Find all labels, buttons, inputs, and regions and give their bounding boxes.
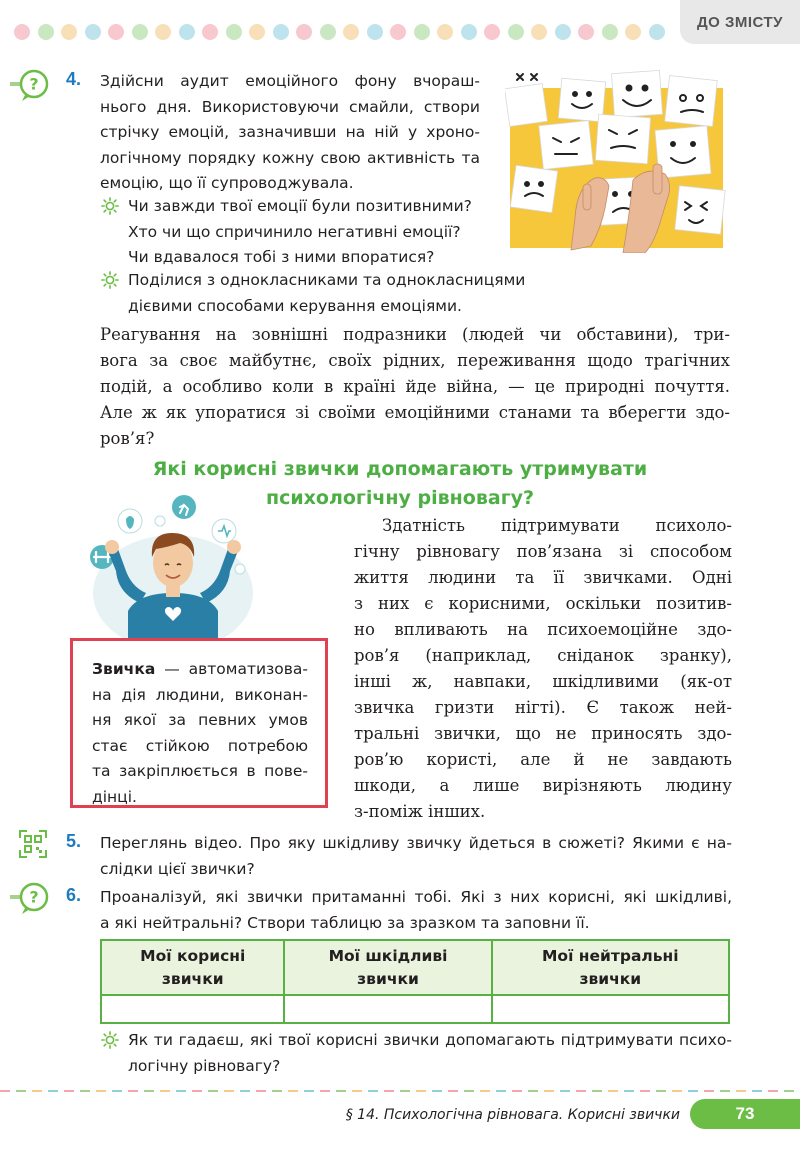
footer-dash-segment <box>432 1090 442 1092</box>
task-4-bullet-1: Чи завжди твої емоції були позитивними? Хто чи що спричинило негативні емоції? Чи вдавалося тобі з ними впоратися? <box>128 197 472 266</box>
footer-dash-segment <box>0 1090 10 1092</box>
decoration-dot <box>343 24 359 40</box>
table-header-neutral: Мої нейтральні звички <box>492 940 729 995</box>
task-4-number: 4. <box>66 69 82 89</box>
footer-section-title: § 14. Психологічна рівновага. Корисні звички <box>345 1107 680 1123</box>
footer-dash-segment <box>96 1090 106 1092</box>
footer-dash-segment <box>704 1090 714 1092</box>
table-cell <box>101 995 284 1023</box>
qr-code-icon[interactable] <box>18 829 48 859</box>
table-cell <box>284 995 491 1023</box>
decoration-dot <box>390 24 406 40</box>
top-dots-decoration <box>0 24 672 44</box>
footer-dash-segment <box>352 1090 362 1092</box>
footer-dash-segment <box>448 1090 458 1092</box>
footer-dash-segment <box>480 1090 490 1092</box>
footer-dash-segment <box>752 1090 762 1092</box>
svg-text:?: ? <box>29 887 39 907</box>
footer-dash-segment <box>784 1090 794 1092</box>
footer-dash-segment <box>592 1090 602 1092</box>
task-4-bullet-2: Поділися з однокласниками та однокласницями дієвими способами керування емоціями. <box>128 271 526 315</box>
footer-dash-segment <box>176 1090 186 1092</box>
emoji-notes-photo <box>505 68 728 253</box>
footer-dash-segment <box>624 1090 634 1092</box>
section-heading: Які корисні звички допомагають утримувати психологічну рівновагу? <box>152 458 648 509</box>
task-6-text: Проаналізуй, які звички притаманні тобі. Які з них корисні, які шкідливі, а які нейтральні? Створи таблицю за зразком та заповни її. <box>100 888 732 932</box>
table-header-harmful: Мої шкідливі звички <box>284 940 491 995</box>
footer-dash-segment <box>112 1090 122 1092</box>
decoration-dot <box>202 24 218 40</box>
footer-dash-segment <box>544 1090 554 1092</box>
footer-dash-segment <box>384 1090 394 1092</box>
decoration-dot <box>226 24 242 40</box>
decoration-dot <box>85 24 101 40</box>
page-number: 73 <box>690 1099 800 1129</box>
habits-paragraph: Здатність підтримувати психоло- гічну рівновагу пов’язана зі способом життя людини та її звичками. Одні з них є корисними, оскільки позитив- но впливають на психоемоційне здо- ров’я (наприклад, сніданок зранку), інші ж, навпаки, шкідливими (як-от звичка гризти нігті). Є також ней- тральні звички, що не приносять здо- ров’ю користі, але й не завдають шкоди, а лише вирізняють людину з-поміж інших. <box>354 516 732 821</box>
footer-dash-segment <box>768 1090 778 1092</box>
table-header-useful: Мої корисні звички <box>101 940 284 995</box>
table-cell <box>492 995 729 1023</box>
footer-dash-segment <box>464 1090 474 1092</box>
footer-dash-segment <box>368 1090 378 1092</box>
footer-dash-segment <box>688 1090 698 1092</box>
footer-dash-segment <box>224 1090 234 1092</box>
decoration-dot <box>649 24 665 40</box>
decoration-dot <box>132 24 148 40</box>
footer-dash-segment <box>144 1090 154 1092</box>
decoration-dot <box>296 24 312 40</box>
footer-dash-segment <box>336 1090 346 1092</box>
footer-dash-segment <box>64 1090 74 1092</box>
task-5-text: Переглянь відео. Про яку шкідливу звичку йдеться в сюжеті? Якими є на- слідки цієї звички? <box>100 834 732 878</box>
decoration-dot <box>625 24 641 40</box>
sun-bullet-icon <box>101 271 119 289</box>
healthy-habits-illustration <box>88 493 258 643</box>
task-5-number: 5. <box>66 831 82 851</box>
sun-bullet-icon <box>101 197 119 215</box>
footer-dash-segment <box>208 1090 218 1092</box>
footer-dash-segment <box>80 1090 90 1092</box>
footer-dash-segment <box>720 1090 730 1092</box>
table-row <box>101 995 729 1023</box>
footer-dash-segment <box>736 1090 746 1092</box>
intro-paragraph: Реагування на зовнішні подразники (людей чи обставини), три- вога за своє майбутнє, своїх рідних, переживання щодо трагічних подій, а особливо коли в країні йде війна, — це природні почуття. Але ж як упоратися зі своїми емоційними станами та вберегти здо- ров’я? <box>100 325 730 448</box>
footer-dash-segment <box>608 1090 618 1092</box>
decoration-dot <box>531 24 547 40</box>
decoration-dot <box>461 24 477 40</box>
footer-dash-segment <box>48 1090 58 1092</box>
decoration-dot <box>602 24 618 40</box>
table-header-row <box>101 940 729 995</box>
footer-dash-segment <box>656 1090 666 1092</box>
decoration-dot <box>484 24 500 40</box>
decoration-dot <box>578 24 594 40</box>
footer-dash-segment <box>304 1090 314 1092</box>
decoration-dot <box>320 24 336 40</box>
toc-link[interactable]: ДО ЗМІСТУ <box>680 0 800 44</box>
footer-dash-segment <box>256 1090 266 1092</box>
decoration-dot <box>38 24 54 40</box>
decoration-dot <box>155 24 171 40</box>
footer-dash-segment <box>512 1090 522 1092</box>
footer-dash-segment <box>320 1090 330 1092</box>
footer-dash-segment <box>160 1090 170 1092</box>
footer-dash-segment <box>416 1090 426 1092</box>
decoration-dot <box>14 24 30 40</box>
definition-term: Звичка <box>92 660 156 678</box>
sun-bullet-icon <box>101 1031 119 1049</box>
footer-dash-segment <box>528 1090 538 1092</box>
footer-dash-segment <box>128 1090 138 1092</box>
footer-dash-segment <box>32 1090 42 1092</box>
decoration-dot <box>273 24 289 40</box>
decoration-dot <box>249 24 265 40</box>
question-icon <box>10 881 50 915</box>
footer-dash-segment <box>288 1090 298 1092</box>
decoration-dot <box>108 24 124 40</box>
definition-box: Звичка — автоматизова- на дія людини, виконан- ня якої за певних умов стає стійкою потребою та закріплюється в пове- дінці. <box>70 638 328 808</box>
footer-dash-segment <box>400 1090 410 1092</box>
footer-dash-segment <box>576 1090 586 1092</box>
decoration-dot <box>367 24 383 40</box>
decoration-dot <box>414 24 430 40</box>
footer-dash-segment <box>672 1090 682 1092</box>
footer-dash-segment <box>640 1090 650 1092</box>
question-icon <box>10 68 50 102</box>
habits-table <box>100 939 730 1024</box>
decoration-dot <box>179 24 195 40</box>
task-6-number: 6. <box>66 885 82 905</box>
task-6-bullet: Як ти гадаєш, які твої корисні звички допомагають підтримувати психо- логічну рівновагу? <box>128 1031 732 1075</box>
decoration-dot <box>437 24 453 40</box>
decoration-dot <box>61 24 77 40</box>
footer-divider <box>0 1090 800 1094</box>
svg-text:?: ? <box>29 74 39 94</box>
decoration-dot <box>555 24 571 40</box>
footer-dash-segment <box>272 1090 282 1092</box>
footer-dash-segment <box>496 1090 506 1092</box>
decoration-dot <box>508 24 524 40</box>
footer-dash-segment <box>240 1090 250 1092</box>
footer-dash-segment <box>16 1090 26 1092</box>
footer-dash-segment <box>560 1090 570 1092</box>
footer-dash-segment <box>192 1090 202 1092</box>
task-4-text: Здійсни аудит емоційного фону вчораш- нього дня. Використовуючи смайли, створи стрічку емоцій, зазначивши на ній у хроно- логічному порядку кожну свою активність та емоцію, що її супроводжувала. <box>100 72 480 192</box>
